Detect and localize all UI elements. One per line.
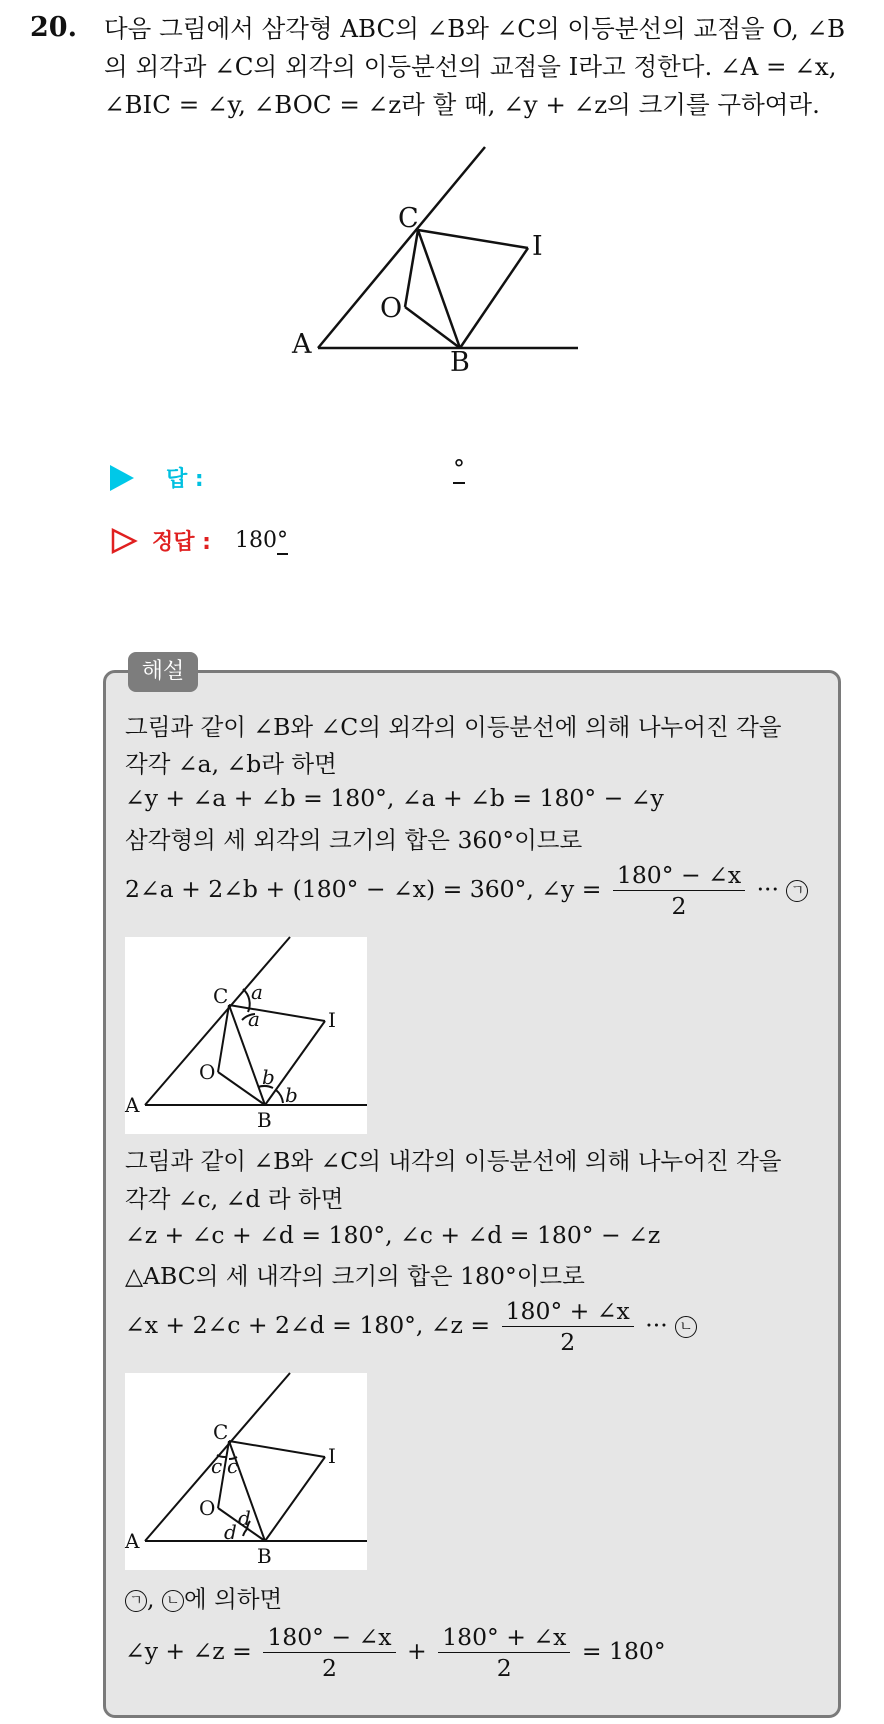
equation-2: ∠x + 2∠c + 2∠d = 180°, ∠z = $\frac{180^\circ + \angle x}{2}$ ··· ㄴ	[125, 1296, 697, 1357]
question-line-2: 의 외각과 ∠C의 외각의 이등분선의 교점을 I라고 정한다. ∠A = ∠x,	[104, 52, 837, 81]
segment-ci	[418, 230, 528, 248]
svg-text:B: B	[257, 1108, 272, 1132]
label-c: C	[398, 203, 419, 234]
svg-text:d: d	[238, 1506, 251, 1530]
svg-text:b: b	[262, 1065, 275, 1089]
circled-mark-1: ㄱ	[786, 880, 808, 902]
play-outline-icon	[110, 527, 138, 555]
fraction-3b: $\frac{180^\circ + \angle x}{2}$	[438, 1622, 570, 1683]
circled-mark-2-ref: ㄴ	[162, 1590, 184, 1612]
solution-line-6: 각각 ∠c, ∠d 라 하면	[125, 1185, 344, 1213]
fraction-1: $\frac{180^\circ - \angle x}{2}$	[613, 860, 745, 921]
label-o: O	[380, 293, 403, 324]
solution-line-7: ∠z + ∠c + ∠d = 180°, ∠c + ∠d = 180° − ∠z	[125, 1221, 661, 1249]
svg-text:I: I	[328, 1444, 336, 1468]
solution-tag: 해설	[128, 652, 198, 692]
correct-label: 정답 :	[152, 530, 211, 555]
solution-line-2: 각각 ∠a, ∠b라 하면	[125, 750, 337, 778]
interior-bisector-figure	[125, 1373, 367, 1570]
svg-text:B: B	[257, 1544, 272, 1568]
label-a: A	[292, 329, 312, 360]
svg-text:O: O	[199, 1496, 216, 1520]
circled-mark-2: ㄴ	[675, 1316, 697, 1338]
question-text	[104, 10, 864, 124]
svg-text:A: A	[125, 1529, 140, 1553]
svg-text:d: d	[224, 1520, 237, 1544]
svg-text:C: C	[213, 1420, 229, 1444]
circled-mark-1-ref: ㄱ	[125, 1590, 147, 1612]
label-i: I	[532, 231, 543, 262]
exterior-bisector-figure	[125, 937, 367, 1134]
question-number: 20.	[30, 12, 77, 43]
correct-answer-row	[110, 525, 288, 556]
svg-text:a: a	[251, 980, 263, 1004]
svg-text:c: c	[211, 1454, 223, 1478]
svg-text:O: O	[199, 1060, 216, 1084]
equation-1: 2∠a + 2∠b + (180° − ∠x) = 360°, ∠y = $\frac{180^\circ - \angle x}{2}$ ··· ㄱ	[125, 860, 808, 921]
solution-line-4: 삼각형의 세 외각의 크기의 합은 360°이므로	[125, 826, 583, 854]
solution-line-9: ㄱ , ㄴ 에 의하면	[125, 1580, 282, 1614]
solution-line-3: ∠y + ∠a + ∠b = 180°, ∠a + ∠b = 180° − ∠y	[125, 784, 664, 812]
svg-text:I: I	[328, 1008, 336, 1032]
answer-label: 답 :	[166, 467, 204, 492]
svg-text:A: A	[125, 1093, 140, 1117]
answer-row	[110, 455, 465, 493]
fraction-3a: $\frac{180^\circ - \angle x}{2}$	[263, 1622, 395, 1683]
segment-ib	[460, 248, 528, 348]
svg-text:a: a	[248, 1007, 260, 1031]
correct-value: 180°	[234, 528, 288, 553]
question-line-3: ∠BIC = ∠y, ∠BOC = ∠z라 할 때, ∠y + ∠z의 크기를 구하여라.	[104, 90, 820, 119]
solution-line-1: 그림과 같이 ∠B와 ∠C의 외각의 이등분선에 의해 나누어진 각을	[125, 713, 782, 741]
triangle-figure	[292, 155, 600, 395]
svg-text:c: c	[227, 1454, 239, 1478]
equation-3: ∠y + ∠z = $\frac{180^\circ - \angle x}{2}$ + $\frac{180^\circ + \angle x}{2}$ = 180°	[125, 1623, 666, 1682]
answer-unit: °	[453, 455, 465, 483]
svg-text:b: b	[285, 1083, 298, 1107]
question-line-1: 다음 그림에서 삼각형 ABC의 ∠B와 ∠C의 이등분선의 교점을 O, ∠B	[104, 14, 846, 43]
fraction-2: $\frac{180^\circ + \angle x}{2}$	[502, 1296, 634, 1357]
segment-cb	[418, 230, 460, 348]
svg-text:C: C	[213, 984, 229, 1008]
solution-line-8: △ABC의 세 내각의 크기의 합은 180°이므로	[125, 1262, 585, 1290]
play-icon	[110, 465, 134, 491]
label-b: B	[450, 347, 470, 378]
solution-line-5: 그림과 같이 ∠B와 ∠C의 내각의 이등분선에 의해 나누어진 각을	[125, 1147, 782, 1175]
